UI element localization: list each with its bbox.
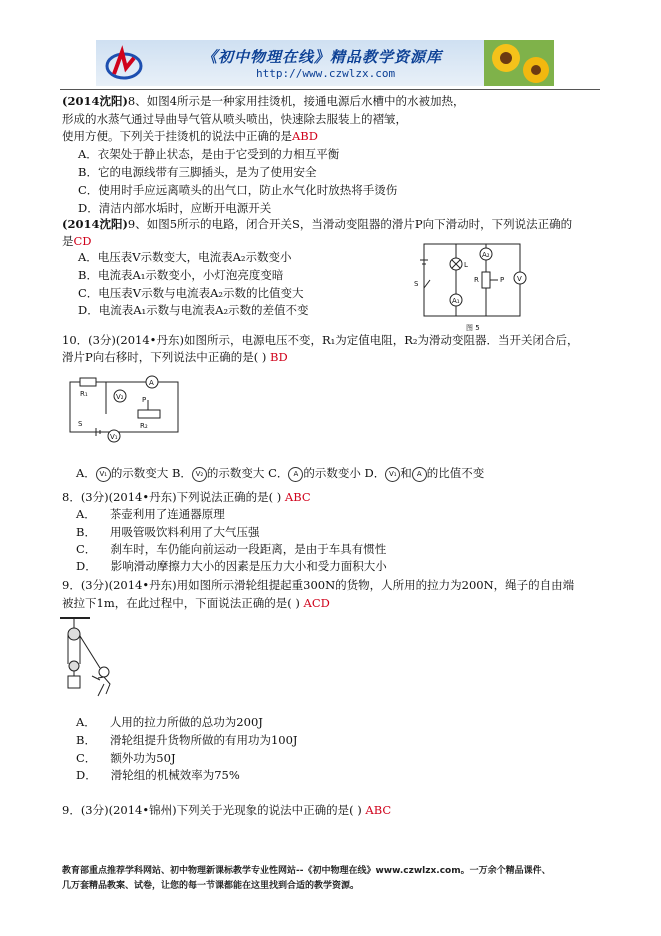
q8a-option-c: C．使用时手应远离喷头的出气口，防止水气化时放热将手烫伤 — [78, 183, 398, 197]
voltmeter-v1-icon: V₁ — [385, 467, 400, 482]
q9a-line1: (2014沈阳)9、如图5所示的电路，闭合开关S，当滑动变阻器的滑片P向下滑动时，下列说法正确的 — [62, 217, 573, 231]
site-logo — [104, 44, 144, 82]
banner-url: http://www.czwlzx.com — [256, 67, 396, 80]
q8a-option-a: A．衣架处于静止状态，是由于它受到的力相互平衡 — [78, 147, 340, 161]
q8b-option-c: C． 刹车时，车仍能向前运动一段距离，是由于车具有惯性 — [76, 542, 387, 556]
banner-title: 《初中物理在线》精品教学资源库 — [202, 48, 443, 66]
q9b-option-a: A． 人用的拉力所做的总功为200J — [76, 715, 263, 729]
q9b-line2: 被拉下1m，在此过程中，下面说法正确的是( ) ACD — [62, 596, 330, 610]
q9b-answer: ACD — [303, 596, 330, 610]
fig5-label-r: R — [474, 276, 479, 284]
page-footer — [62, 864, 602, 894]
q9c-answer: ABC — [365, 803, 392, 817]
voltmeter-v1-icon: V₁ — [96, 467, 111, 482]
q9b-option-b: B． 滑轮组提升货物所做的有用功为100J — [76, 733, 298, 747]
q10-label-r2: R₂ — [140, 422, 148, 430]
header-rule — [60, 89, 600, 90]
header-banner — [96, 40, 554, 86]
q10-label-p: P — [142, 396, 147, 404]
figure5-circuit — [412, 238, 530, 334]
q9a-option-b: B．电流表A₁示数变小，小灯泡亮度变暗 — [78, 268, 284, 282]
q10-label-a: A — [149, 379, 154, 387]
q8b-line1: 8．(3分)(2014•丹东)下列说法正确的是( ) ABC — [62, 490, 311, 504]
footer-line1: 教育部重点推荐学科网站、初中物理新课标教学专业性网站--《初中物理在线》www.czwlzx.com。一万余个精品课件、 — [62, 866, 551, 876]
q9a-option-d: D．电流表A₁示数与电流表A₂示数的差值不变 — [78, 303, 309, 317]
ammeter-icon: A — [412, 467, 427, 482]
q10-options: A． V₁ 的示数变大 B． V₂ 的示数变大 C． A 的示数变小 D． V₁ 和 A 的比值不变 — [76, 466, 485, 480]
fig5-label-l: L — [464, 261, 468, 269]
fig5-label-v: V — [517, 275, 522, 283]
fig5-label-a2: A₂ — [482, 251, 490, 259]
q9a-option-c: C．电压表V示数与电流表A₂示数的比值变大 — [78, 286, 304, 300]
q9a-option-a: A．电压表V示数变大，电流表A₂示数变小 — [78, 250, 292, 264]
q10-label-r1: R₁ — [80, 390, 88, 398]
q9b-option-c: C． 额外功为50J — [76, 751, 176, 765]
voltmeter-v2-icon: V₂ — [192, 467, 207, 482]
sunflower-image — [484, 40, 554, 86]
q8a-option-b: B．它的电源线带有三脚插头，是为了使用安全 — [78, 165, 317, 179]
q8b-option-a: A． 茶壶利用了连通器原理 — [76, 507, 225, 521]
q10-label-v2: V₂ — [116, 393, 124, 401]
q8a-answer: ABD — [292, 129, 318, 143]
q10-line1: 10．(3分)(2014•丹东)如图所示，电源电压不变，R₁为定值电阻，R₂为滑动变阻器．当开关闭合后， — [62, 333, 579, 347]
q9b-line1: 9．(3分)(2014•丹东)用如图所示滑轮组提起重300N的货物，人所用的拉力为200N，绳子的自由端 — [62, 578, 575, 592]
q8b-option-b: B． 用吸管吸饮料利用了大气压强 — [76, 525, 260, 539]
q10-answer: BD — [270, 350, 288, 364]
fig5-label-s: S — [414, 280, 419, 288]
footer-line2: 几万套精品教案、试卷，让您的每一节课都能在这里找到合适的教学资源。 — [62, 881, 360, 891]
q9b-option-d: D． 滑轮组的机械效率为75% — [76, 768, 240, 782]
q10-label-s: S — [78, 420, 83, 428]
q9a-answer: CD — [73, 234, 92, 248]
fig5-label-a1: A₁ — [452, 297, 460, 305]
q10-line2: 滑片P向右移时，下列说法中正确的是( ) BD — [62, 350, 288, 364]
q9c-line1: 9．(3分)(2014•锦州)下列关于光现象的说法中正确的是( ) ABC — [62, 803, 392, 817]
q8a-line2: 形成的水蒸气通过导曲导气管从喷头喷出，快速除去服装上的褶皱， — [62, 112, 407, 126]
q8b-answer: ABC — [284, 490, 311, 504]
ammeter-icon: A — [288, 467, 303, 482]
fig5-label-p: P — [500, 276, 505, 284]
q8a-line1: (2014沈阳)8、如图4所示是一种家用挂烫机，接通电源后水槽中的水被加热， — [62, 94, 465, 108]
q8b-option-d: D． 影响滑动摩擦力大小的因素是压力大小和受力面积大小 — [76, 559, 387, 573]
q9a-source: (2014沈阳) — [62, 217, 128, 231]
fig5-caption: 图 5 — [466, 324, 480, 332]
q10-label-v1: V₁ — [110, 433, 118, 441]
q8a-line3: 使用方便。下列关于挂烫机的说法中正确的是ABD — [62, 129, 318, 143]
q8a-option-d: D．清洁内部水垢时，应断开电源开关 — [78, 201, 272, 215]
q10-circuit — [66, 370, 188, 446]
q8a-source: (2014沈阳) — [62, 94, 128, 108]
q9a-line2: 是CD — [62, 234, 92, 248]
pulley-figure — [60, 614, 122, 704]
